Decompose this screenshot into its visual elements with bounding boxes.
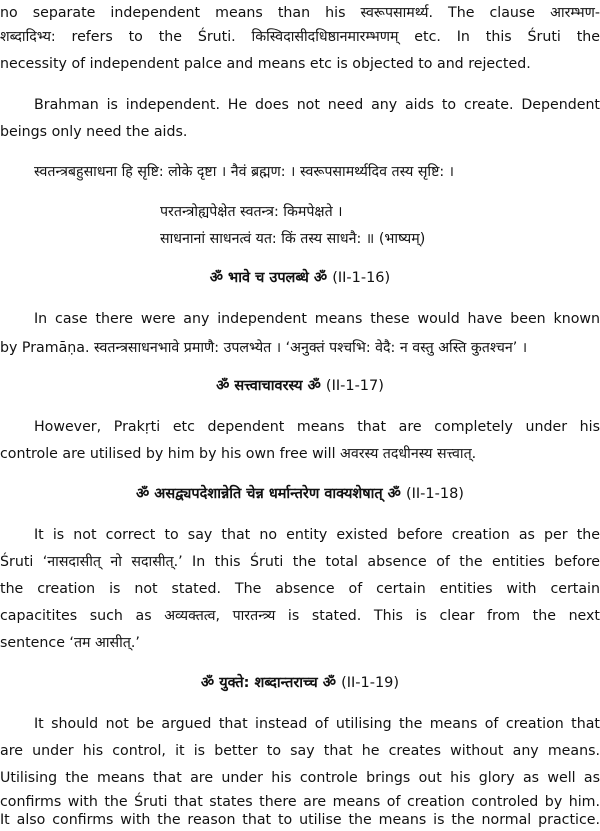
sutra-heading-19 — [0, 671, 600, 695]
verse-line-1: परतन्त्रोह्यपेक्षेत स्वतन्त्र: किमपेक्षते । — [160, 204, 343, 220]
paragraph-6-line-3: Utilising the means that are under his controle brings out his glory as well as — [0, 770, 600, 786]
paragraph-3-line-1: In case there were any independent means these would have been known — [34, 311, 600, 327]
paragraph-4-line-2: controle are utilised by him by his own free will अवरस्य तदधीनस्य सत्त्वात्. — [0, 446, 477, 462]
paragraph-2-line-1: Brahman is independent. He does not need any aids to create. Dependent — [34, 97, 600, 113]
paragraph-5-line-2: Śruti ‘नासदासीत् नो सदासीत्.’ In this Śruti the total absence of the entities before — [0, 554, 600, 570]
paragraph-1-line-3: necessity of independent palce and means etc is objected to and rejected. — [0, 56, 531, 72]
paragraph-6-line-2: are under his control, it is better to say that he creates without any means. — [0, 743, 600, 759]
paragraph-5-line-1: It is not correct to say that no entity existed before creation as per the — [34, 527, 600, 543]
paragraph-3-line-2: by Pramāṇa. स्वतन्त्रसाधनभावे प्रमाणै: उपलभ्येत । ‘अनुक्तं पश्चभि: वेदै: न वस्तु अस्ति कुतश्चन’ । — [0, 340, 528, 356]
paragraph-1-line-1: no separate independent means than his स्वरूपसामर्थ्य. The clause आरम्भण- — [0, 5, 600, 21]
paragraph-6-line-4: confirms with the Śruti that states there are means of creation controled by him. — [0, 794, 600, 810]
paragraph-6-line-5: It also confirms with the reason that to utilise the means is the normal practice. — [0, 812, 600, 828]
sutra-heading-17 — [0, 374, 600, 398]
sutra-text: ॐ सत्त्वाचावरस्य ॐ — [216, 378, 321, 394]
verse-line-2: साधनानां साधनत्वं यत: किं तस्य साधनै: ॥ (भाष्यम्) — [160, 231, 426, 247]
paragraph-5-line-4: capacitites such as अव्यक्तत्व, पारतन्त्र्य is stated. This is clear from the next — [0, 608, 600, 624]
sutra-text: ॐ युक्ते: शब्दान्तराच्च ॐ — [200, 675, 336, 691]
sanskrit-quote: स्वतन्त्रबहुसाधना हि सृष्टि: लोके दृष्टा । नैवं ब्रह्मण: । स्वरूपसामर्थ्यदिव तस्य सृष्टि: । — [34, 164, 455, 180]
paragraph-4-line-1: However, Prakṛti etc dependent means that are completely under his — [34, 419, 600, 435]
sutra-reference: (II-1-16) — [332, 270, 391, 286]
sutra-heading-16 — [0, 266, 600, 290]
sutra-heading-18 — [0, 482, 600, 506]
paragraph-5-line-5: sentence ‘तम आसीत्.’ — [0, 635, 140, 651]
sutra-text: ॐ भावे च उपलब्धे ॐ — [209, 270, 328, 286]
sutra-reference: (II-1-17) — [325, 378, 384, 394]
paragraph-5-line-3: the creation is not stated. The absence of certain entities with certain — [0, 581, 600, 597]
sutra-reference: (II-1-18) — [405, 486, 464, 502]
paragraph-1-line-2: शब्दादिभ्य: refers to the Śruti. किस्विदासीदधिष्ठानमारम्भणम् etc. In this Śruti the — [0, 29, 600, 45]
sutra-text: ॐ असद्व्यपदेशान्नेति चेन्न धर्मान्तरेण वाक्यशेषात् ॐ — [136, 486, 401, 502]
paragraph-2-line-2: beings only need the aids. — [0, 124, 188, 140]
paragraph-6-line-1: It should not be argued that instead of utilising the means of creation that — [34, 716, 600, 732]
sutra-reference: (II-1-19) — [341, 675, 400, 691]
